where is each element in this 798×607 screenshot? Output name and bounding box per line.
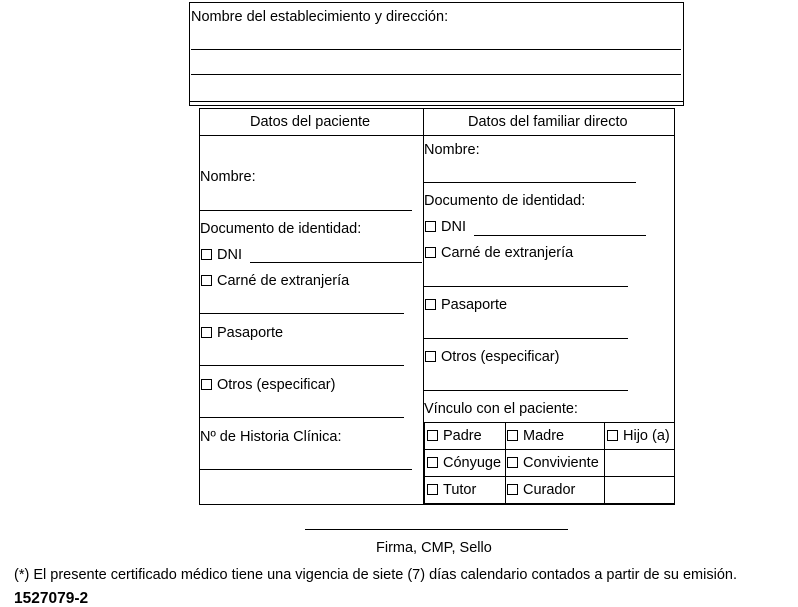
relationship-grid-row-2 — [424, 476, 675, 477]
guardian-checkbox[interactable] — [427, 484, 438, 495]
patient-foreign-card-option — [201, 274, 349, 289]
mother-checkbox[interactable] — [507, 430, 518, 441]
child-label: Hijo (a) — [623, 428, 670, 444]
family-dni-option — [425, 220, 466, 235]
patient-passport-option — [201, 326, 283, 341]
family-other-checkbox[interactable] — [425, 351, 436, 362]
patient-record-field[interactable] — [200, 469, 412, 470]
patient-other-checkbox[interactable] — [201, 379, 212, 390]
family-name-label: Nombre: — [424, 142, 480, 158]
family-foreign-card-checkbox[interactable] — [425, 247, 436, 258]
relationship-child — [607, 429, 670, 444]
family-foreign-card-label: Carné de extranjería — [441, 245, 574, 261]
relationship-label: Vínculo con el paciente: — [424, 401, 578, 417]
patient-passport-label: Pasaporte — [217, 325, 284, 341]
relationship-cohabitant — [507, 456, 599, 471]
spouse-label: Cónyuge — [443, 455, 502, 471]
patient-dni-label: DNI — [217, 247, 242, 263]
patient-foreign-card-checkbox[interactable] — [201, 275, 212, 286]
patient-other-label: Otros (especificar) — [217, 377, 336, 393]
relationship-curator — [507, 483, 575, 498]
patient-name-field[interactable] — [200, 210, 412, 211]
family-passport-field[interactable] — [424, 338, 628, 339]
patient-dni-option — [201, 248, 242, 263]
child-checkbox[interactable] — [607, 430, 618, 441]
patient-dni-checkbox[interactable] — [201, 249, 212, 260]
family-passport-checkbox[interactable] — [425, 299, 436, 310]
patient-other-field[interactable] — [200, 417, 404, 418]
family-dni-field[interactable] — [474, 235, 646, 236]
signature-line[interactable] — [305, 529, 568, 530]
establishment-label: Nombre del establecimiento y dirección: — [191, 9, 449, 25]
patient-foreign-card-label: Carné de extranjería — [217, 273, 350, 289]
family-dni-checkbox[interactable] — [425, 221, 436, 232]
family-other-field[interactable] — [424, 390, 628, 391]
cohabitant-label: Conviviente — [523, 455, 599, 471]
father-label: Padre — [443, 428, 482, 444]
relationship-mother — [507, 429, 564, 444]
cohabitant-checkbox[interactable] — [507, 457, 518, 468]
patient-other-option — [201, 378, 335, 393]
signature-label: Firma, CMP, Sello — [376, 540, 492, 556]
family-dni-label: DNI — [441, 219, 466, 235]
relationship-grid-row-1 — [424, 449, 675, 450]
establishment-line-2[interactable] — [191, 74, 681, 75]
father-checkbox[interactable] — [427, 430, 438, 441]
guardian-label: Tutor — [443, 482, 477, 498]
family-other-label: Otros (especificar) — [441, 349, 560, 365]
family-header: Datos del familiar directo — [468, 114, 628, 130]
patient-passport-field[interactable] — [200, 365, 404, 366]
patient-foreign-card-field[interactable] — [200, 313, 404, 314]
header-divider — [199, 135, 675, 136]
relationship-father — [427, 429, 482, 444]
establishment-line-1[interactable] — [191, 49, 681, 50]
patient-id-label: Documento de identidad: — [200, 221, 362, 237]
family-foreign-card-option — [425, 246, 573, 261]
patient-name-label: Nombre: — [200, 169, 256, 185]
document-code: 1527079-2 — [14, 590, 89, 607]
mother-label: Madre — [523, 428, 565, 444]
patient-header: Datos del paciente — [250, 114, 371, 130]
spouse-checkbox[interactable] — [427, 457, 438, 468]
relationship-grid-col-2 — [604, 422, 605, 504]
relationship-spouse — [427, 456, 501, 471]
patient-record-label: Nº de Historia Clínica: — [200, 429, 342, 445]
family-id-label: Documento de identidad: — [424, 193, 586, 209]
patient-passport-checkbox[interactable] — [201, 327, 212, 338]
curator-label: Curador — [523, 482, 576, 498]
family-passport-label: Pasaporte — [441, 297, 508, 313]
family-passport-option — [425, 298, 507, 313]
family-other-option — [425, 350, 559, 365]
family-foreign-card-field[interactable] — [424, 286, 628, 287]
curator-checkbox[interactable] — [507, 484, 518, 495]
patient-dni-field[interactable] — [250, 262, 422, 263]
family-name-field[interactable] — [424, 182, 636, 183]
relationship-guardian — [427, 483, 476, 498]
relationship-grid-col-1 — [505, 422, 506, 504]
establishment-bottom-double-line — [189, 101, 684, 102]
footnote: (*) El presente certificado médico tiene una vigencia de siete (7) días calendario contados a partir de su emisión. — [14, 567, 737, 583]
